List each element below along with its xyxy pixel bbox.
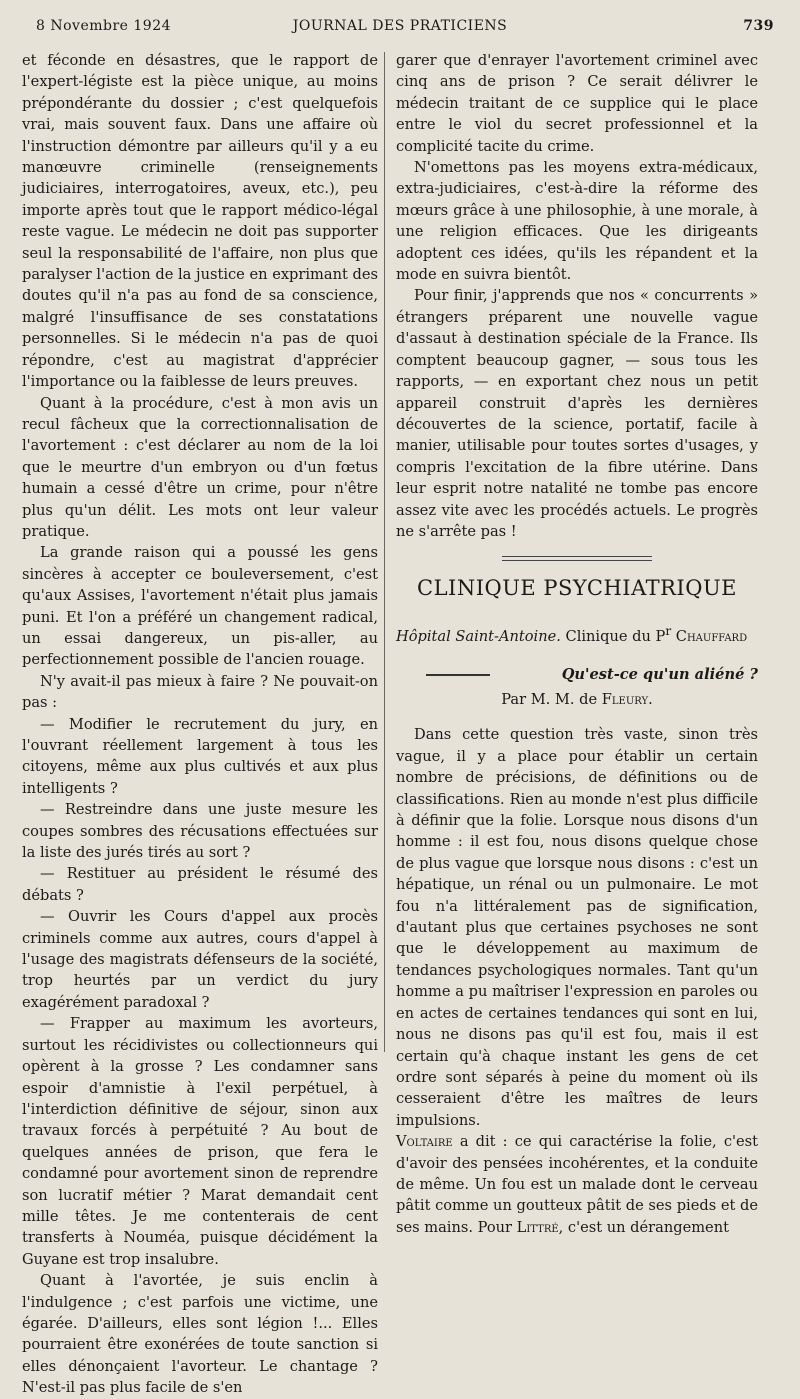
paragraph: La grande raison qui a poussé les gens sincères à accepter ce bouleversement, c'est qu'aux Assises, l'avortement n'était plus jamais puni. Et l'on a préféré un changement radical, un essai dangereux, un pis-aller, au perfectionnement possible de l'ancien rouage. xyxy=(22,544,378,669)
header-journal-title: JOURNAL DES PRATICIENS xyxy=(292,18,508,34)
article-title: Qu'est-ce qu'un aliéné ? xyxy=(561,665,758,683)
column-divider xyxy=(384,52,385,1052)
section-title: CLINIQUE PSYCHIATRIQUE xyxy=(417,576,737,601)
article-title-row xyxy=(396,664,758,685)
left-column xyxy=(22,50,378,1399)
paragraph: — Restituer au président le résumé des débats ? xyxy=(22,865,378,904)
clinic-line xyxy=(396,621,758,647)
hospital-name: Hôpital Saint-Antoine. xyxy=(396,628,561,646)
title-dash xyxy=(426,674,490,676)
paragraph: Quant à l'avortée, je suis enclin à l'indulgence ; c'est parfois une victime, une égarée. D'ailleurs, elles sont légion !... Elles pourraient être exonérées de toute sanction si elles dénonçaient l'avorteur. Le chantage ? N'est-il pas plus facile de s'en xyxy=(22,1272,378,1397)
paragraph: — Frapper au maximum les avorteurs, surtout les récidivistes ou collectionneurs qui opèrent à la grosse ? Les condamner sans espoir d'amnistie à l'exil perpétuel, à l'interdiction définitive de séjour, sinon aux travaux forcés à perpétuité ? Au bout de quelques années de prison, que fera le condamné pour avortement sinon de reprendre son lucratif métier ? Marat demandait cent mille têtes. Je me contenterais de cent transferts à Nouméa, puisque décidément la Guyane est trop insalubre. xyxy=(22,1015,378,1268)
clinic-text: Clinique du P xyxy=(565,628,666,646)
paragraph: N'y avait-il pas mieux à faire ? Ne pouvait-on pas : xyxy=(22,672,378,712)
paragraph-text: a dit : ce qui caractérise la folie, c'est d'avoir des pensées incohérentes, et la conduite de même. Un fou est un malade dont le cerveau pâtit comme un goutteux pâtit de ses pieds et de ses mains. Pour xyxy=(396,1133,758,1236)
paragraph: Dans cette question très vaste, sinon très vague, il y a place pour établir un certain nombre de précisions, de définitions ou de classifications. Rien au monde n'est plus difficile à définir que la folie. Lorsque nous disons d'un homme : il est fou, nous disons quelque chose de plus vague que lorsque nous disons : c'est un hépatique, un rénal ou un pulmonaire. Le mot fou n'a littéralement pas de signification, d'autant plus que certaines psychoses ne sont que le développement au maximum de tendances psychologiques normales. Tant qu'un homme a pu maîtriser l'expression en paroles ou en actes de certaines tendances qui sont en lui, nous ne disons pas qu'il est fou, mais il est certain qu'à chaque instant les gens de cet ordre sont séparés à peine du moment où ils cesseraient d'être les maîtres de leurs impulsions. xyxy=(396,726,758,1129)
header-date: 8 Novembre 1924 xyxy=(36,18,172,34)
byline xyxy=(396,689,758,710)
header-page-number: 739 xyxy=(743,18,774,34)
right-column xyxy=(396,50,758,1238)
paragraph: garer que d'enrayer l'avortement criminel avec cinq ans de prison ? Ce serait délivrer le médecin traitant de ce supplice qui le place entre le viol du secret professionnel et la complicité tacite du crime. xyxy=(396,52,758,155)
paragraph: Quant à la procédure, c'est à mon avis un recul fâcheux que la correctionnalisation de l'avortement : c'est déclarer au nom de la loi que le meurtre d'un embryon ou d'un fœtus humain a cessé d'être un crime, pour n'être plus qu'un délit. Les mots ont leur valeur pratique. xyxy=(22,394,378,540)
paragraph: N'omettons pas les moyens extra-médicaux, extra-judiciaires, c'est-à-dire la réforme des mœurs grâce à une philosophie, à une morale, à une religion efficaces. Que les dirigeants adoptent ces idées, qu'ils les répandent et la mode en suivra bientôt. xyxy=(396,159,758,284)
author-voltaire: Voltaire xyxy=(396,1133,453,1151)
professor-name: Chauffard xyxy=(675,628,748,646)
title-superscript: r xyxy=(665,624,672,639)
author-name: Fleury. xyxy=(601,691,653,709)
paragraph: — Ouvrir les Cours d'appel aux procès criminels comme aux autres, cours d'appel à l'usage des magistrats défenseurs de la société, trop heurtés par un verdict du jury exagérément paradoxal ? xyxy=(22,908,378,1011)
running-header xyxy=(0,18,800,44)
paragraph: — Restreindre dans une juste mesure les coupes sombres des récusations effectuées sur la liste des jurés tirés au sort ? xyxy=(22,801,378,862)
paragraph: Pour finir, j'apprends que nos « concurrents » étrangers préparent une nouvelle vague d'assaut à destination spéciale de la France. Ils comptent beaucoup gagner, — sous tous les rapports, — en exportant chez nous un petit appareil construit d'après les dernières découvertes de la science, portatif, facile à manier, utilisable pour toutes sortes d'usages, y compris l'excitation de la fibre utérine. Dans leur esprit notre natalité ne tombe pas encore assez vite avec les procédés actuels. Le progrès ne s'arrête pas ! xyxy=(396,287,758,540)
paragraph-text: , c'est un dérangement xyxy=(558,1218,729,1236)
section-separator xyxy=(502,556,652,561)
paragraph: et féconde en désastres, que le rapport de l'expert-légiste est la pièce unique, au moins prépondérante du dossier ; c'est quelquefois vrai, mais souvent faux. Dans une affaire où l'instruction démontre par ailleurs qu'il y a eu manœuvre criminelle (renseignements judiciaires, interrogatoires, aveux, etc.), peu importe après tout que le rapport médico-légal reste vague. Le médecin ne doit pas supporter seul la responsabilité de l'affaire, non plus que paralyser l'action de la justice en exprimant des doutes qu'il n'a pas au fond de sa conscience, malgré l'insuffisance de ses constatations personnelles. Si le médecin n'a pas de quoi répondre, c'est au magistrat d'apprécier l'importance ou la faiblesse de leurs preuves. xyxy=(22,52,378,391)
paragraph: — Modifier le recrutement du jury, en l'ouvrant réellement largement à tous les citoyens, même aux plus cultivés et aux plus intelligents ? xyxy=(22,715,378,797)
paragraph xyxy=(396,1131,758,1238)
byline-prefix: Par M. M. de xyxy=(501,691,598,709)
author-littre: Littré xyxy=(516,1218,559,1236)
